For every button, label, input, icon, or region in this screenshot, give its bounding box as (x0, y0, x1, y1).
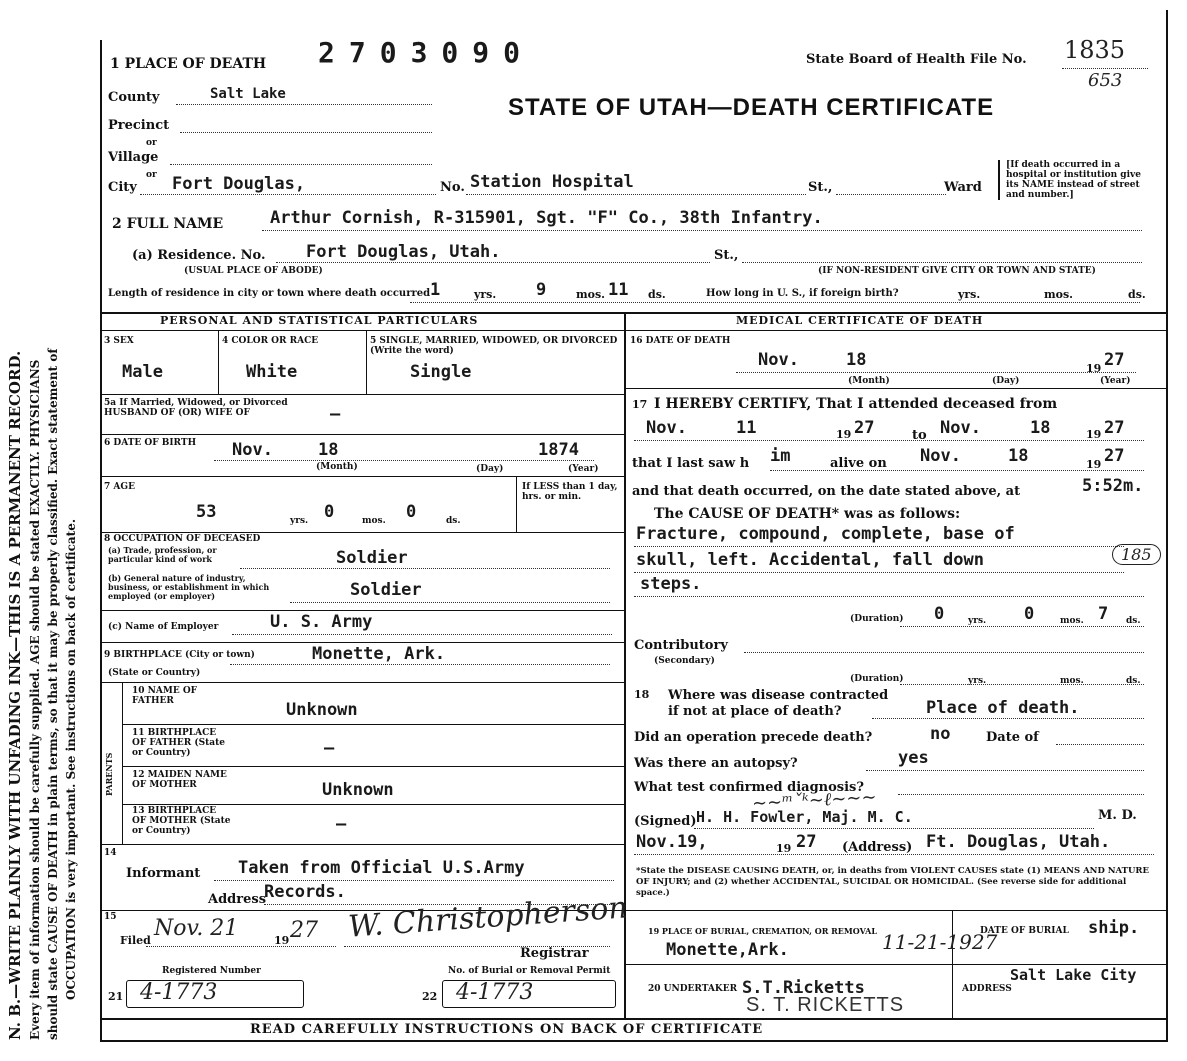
operation-value: no (930, 724, 951, 744)
informant-value: Taken from Official U.S.Army (238, 858, 525, 878)
last-saw-day: 18 (1008, 446, 1029, 466)
nonresident-caption: (IF NON-RESIDENT GIVE CITY OR TOWN AND STATE) (818, 266, 1096, 276)
occupation-label: 8 OCCUPATION OF DECEASED (104, 534, 261, 544)
informant-address-label: Address (208, 892, 267, 907)
residence-value: Fort Douglas, Utah. (306, 242, 501, 262)
city-value: Fort Douglas, (172, 174, 306, 194)
filed-label: Filed (120, 934, 151, 947)
file-number-label: State Board of Health File No. (806, 52, 1027, 67)
full-name-value: Arthur Cornish, R-315901, Sgt. "F" Co., 38th Infantry. (270, 208, 823, 228)
undertaker-stamp: S. T. RICKETTS (746, 994, 905, 1016)
residence-months: 9 (536, 280, 547, 300)
attended-from-month: Nov. (646, 418, 687, 438)
ward-label: Ward (944, 180, 982, 195)
cause-line-1: Fracture, compound, complete, base of (636, 524, 1015, 544)
undertaker-address-label: ADDRESS (962, 984, 1012, 994)
frame-left (100, 40, 102, 1040)
contributory-label: Contributory (634, 638, 728, 653)
registered-number-label: Registered Number (162, 966, 261, 976)
street-label: St., (808, 180, 833, 195)
file-sub-number: 653 (1088, 70, 1123, 91)
occupation-b-value: Soldier (350, 580, 422, 600)
attended-to-day: 18 (1030, 418, 1051, 438)
age-days: 0 (406, 502, 417, 522)
place-of-death-label: 1 PLACE OF DEATH (110, 56, 267, 72)
residence-years: 1 (430, 280, 441, 300)
occupation-b-label: (b) General nature of industry, business, or establishment in which employed (or employer) (108, 573, 270, 601)
signed-date: Nov.19, (636, 832, 708, 852)
certificate-number: 2703090 (318, 36, 535, 69)
father-name-label: 10 NAME OF FATHER (132, 686, 198, 706)
age-years: 53 (196, 502, 217, 522)
side-note-line-4: OCCUPATION is very important. See instructions on back of certificate. (64, 518, 78, 1000)
sex-label: 3 SEX (104, 336, 134, 346)
employer-label: (c) Name of Employer (108, 622, 219, 632)
undertaker-value: S.T.Ricketts (742, 978, 865, 998)
signed-year: 27 (796, 832, 817, 852)
mother-name-value: Unknown (322, 780, 394, 800)
signed-label: (Signed) (634, 814, 697, 829)
frame-right (1166, 10, 1168, 1040)
informant-label: Informant (126, 866, 201, 881)
filed-year: 27 (290, 918, 318, 943)
county-label: County (108, 90, 160, 105)
how-long-in-us-label: How long in U. S., if foreign birth? (706, 288, 899, 299)
disease-contracted-label: Where was disease contracted (668, 688, 889, 703)
registrar-label: Registrar (520, 946, 589, 961)
marital-value: Single (410, 362, 472, 382)
dob-day: 18 (318, 440, 339, 460)
dod-day: 18 (846, 350, 867, 370)
burial-place-value: Monette,Ark. (666, 940, 789, 960)
autopsy-label: Was there an autopsy? (634, 756, 798, 771)
cause-line-2: skull, left. Accidental, fall down (636, 550, 984, 570)
burial-permit-label: No. of Burial or Removal Permit (448, 966, 611, 976)
attended-from-year: 27 (854, 418, 875, 438)
residence-label: (a) Residence. No. (132, 248, 266, 263)
color-label: 4 COLOR OR RACE (222, 336, 319, 346)
disease-contracted-value: Place of death. (926, 698, 1080, 718)
registered-number-value: 4-1773 (140, 980, 218, 1005)
medical-section-header: MEDICAL CERTIFICATE OF DEATH (736, 314, 984, 327)
birthplace-value: Monette, Ark. (312, 644, 446, 664)
residence-days: 11 (608, 280, 629, 300)
ward-note: [If death occurred in a hospital or institution give its NAME instead of street and number.] (998, 160, 1156, 200)
burial-permit-value: 4-1773 (456, 980, 534, 1005)
less-than-day-label: If LESS than 1 day, hrs. or min. (522, 482, 618, 502)
attended-from-day: 11 (736, 418, 757, 438)
length-of-residence-label: Length of residence in city or town where death occurred (108, 288, 431, 299)
mother-birthplace-value: — (336, 814, 347, 834)
marital-label: 5 SINGLE, MARRIED, WIDOWED, OR DIVORCED (Write the word) (370, 336, 618, 356)
side-note-line-3: should state CAUSE OF DEATH in plain terms, so that it may be properly classified. Exact statement of (46, 348, 60, 1040)
side-note-permanent-record: N. B.—WRITE PLAINLY WITH UNFADING INK—THIS IS A PERMANENT RECORD. (6, 350, 24, 1040)
informant-address-value: Records. (264, 882, 346, 902)
side-note-line-2: Every item of information should be carefully supplied. AGE should be stated EXACTLY. PHYSICIANS (28, 359, 42, 1040)
attended-to-month: Nov. (940, 418, 981, 438)
usual-place-caption: (USUAL PLACE OF ABODE) (184, 266, 323, 276)
registrar-signature: W. Christopherson (347, 890, 629, 945)
operation-label: Did an operation precede death? (634, 730, 873, 745)
footer-instructions: READ CAREFULLY INSTRUCTIONS ON BACK OF CERTIFICATE (250, 1022, 764, 1037)
sex-value: Male (122, 362, 163, 382)
duration-days: 7 (1098, 604, 1109, 624)
burial-date-value: 11-21-1927 (882, 930, 998, 954)
cause-line-3: steps. (640, 574, 702, 594)
duration-months: 0 (1024, 604, 1035, 624)
cause-footnote: *State the DISEASE CAUSING DEATH, or, in deaths from VIOLENT CAUSES state (1) MEANS AND NATURE OF INJURY; and (2) whether ACCIDENTAL, SUICIDAL OR HOMICIDAL. (See reverse side for additional space.) (636, 866, 1149, 898)
undertaker-label: 20 UNDERTAKER (648, 984, 738, 994)
dod-month: Nov. (758, 350, 799, 370)
full-name-label: 2 FULL NAME (112, 216, 224, 232)
certify-text: I HEREBY CERTIFY, That I attended deceased from (654, 396, 1058, 412)
spouse-label: 5a If Married, Widowed, or Divorced HUSBAND OF (OR) WIFE OF (104, 398, 288, 418)
precinct-label: Precinct (108, 118, 170, 133)
city-label: City (108, 180, 137, 195)
mother-name-label: 12 MAIDEN NAME OF MOTHER (132, 770, 227, 790)
undertaker-address-value: Salt Lake City (1010, 966, 1137, 984)
certificate-title: STATE OF UTAH—DEATH CERTIFICATE (508, 94, 995, 121)
village-label: Village (108, 150, 159, 165)
test-confirmed-label: What test confirmed diagnosis? (634, 780, 864, 795)
mother-birthplace-label: 13 BIRTHPLACE OF MOTHER (State or Country) (132, 806, 231, 836)
autopsy-value: yes (898, 748, 929, 768)
date-of-death-label: 16 DATE OF DEATH (630, 336, 731, 346)
father-birthplace-value: — (324, 738, 335, 758)
attended-to-year: 27 (1104, 418, 1125, 438)
birthplace-label: 9 BIRTHPLACE (City or town) (104, 650, 255, 660)
father-name-value: Unknown (286, 700, 358, 720)
filed-date: Nov. 21 (154, 916, 239, 941)
frame-bottom (100, 1040, 1168, 1042)
physician-name: H. H. Fowler, Maj. M. C. (696, 808, 913, 826)
spouse-value: — (330, 404, 341, 424)
last-saw-month: Nov. (920, 446, 961, 466)
county-value: Salt Lake (210, 86, 286, 102)
color-value: White (246, 362, 298, 382)
or-label-1: or (146, 138, 157, 148)
duration-years: 0 (934, 604, 945, 624)
father-birthplace-label: 11 BIRTHPLACE OF FATHER (State or Country) (132, 728, 226, 758)
death-occurred-text: and that death occurred, on the date stated above, at (632, 484, 1021, 499)
age-label: 7 AGE (104, 482, 135, 492)
dob-month: Nov. (232, 440, 273, 460)
time-of-death: 5:52m. (1082, 476, 1144, 496)
occupation-a-value: Soldier (336, 548, 408, 568)
no-label: No. (440, 180, 465, 195)
residence-street-label: St., (714, 248, 739, 263)
parents-label: PARENTS (104, 752, 114, 796)
last-saw-him: im (770, 446, 791, 466)
ship-note: ship. (1088, 918, 1140, 938)
burial-date-label: DATE OF BURIAL (980, 926, 1069, 936)
cause-of-death-label: The CAUSE OF DEATH* was as follows: (654, 506, 961, 522)
burial-place-label: 19 PLACE OF BURIAL, CREMATION, OR REMOVAL (648, 926, 878, 936)
occupation-a-label: (a) Trade, profession, or particular kind of work (108, 545, 217, 564)
last-saw-year: 27 (1104, 446, 1125, 466)
or-label-2: or (146, 170, 157, 180)
dob-year: 1874 (538, 440, 579, 460)
physician-address: Ft. Douglas, Utah. (926, 832, 1111, 852)
personal-section-header: PERSONAL AND STATISTICAL PARTICULARS (160, 314, 479, 327)
date-of-birth-label: 6 DATE OF BIRTH (104, 438, 197, 448)
physician-signature-scrawl: ~~ᵐˇᵏ~ℓ~~~ (751, 786, 878, 815)
employer-value: U. S. Army (270, 612, 373, 632)
cause-classification-code: 185 (1112, 544, 1161, 565)
age-months: 0 (324, 502, 335, 522)
street-number-value: Station Hospital (470, 172, 634, 192)
dod-year: 27 (1104, 350, 1125, 370)
file-number: 1835 (1064, 36, 1126, 64)
